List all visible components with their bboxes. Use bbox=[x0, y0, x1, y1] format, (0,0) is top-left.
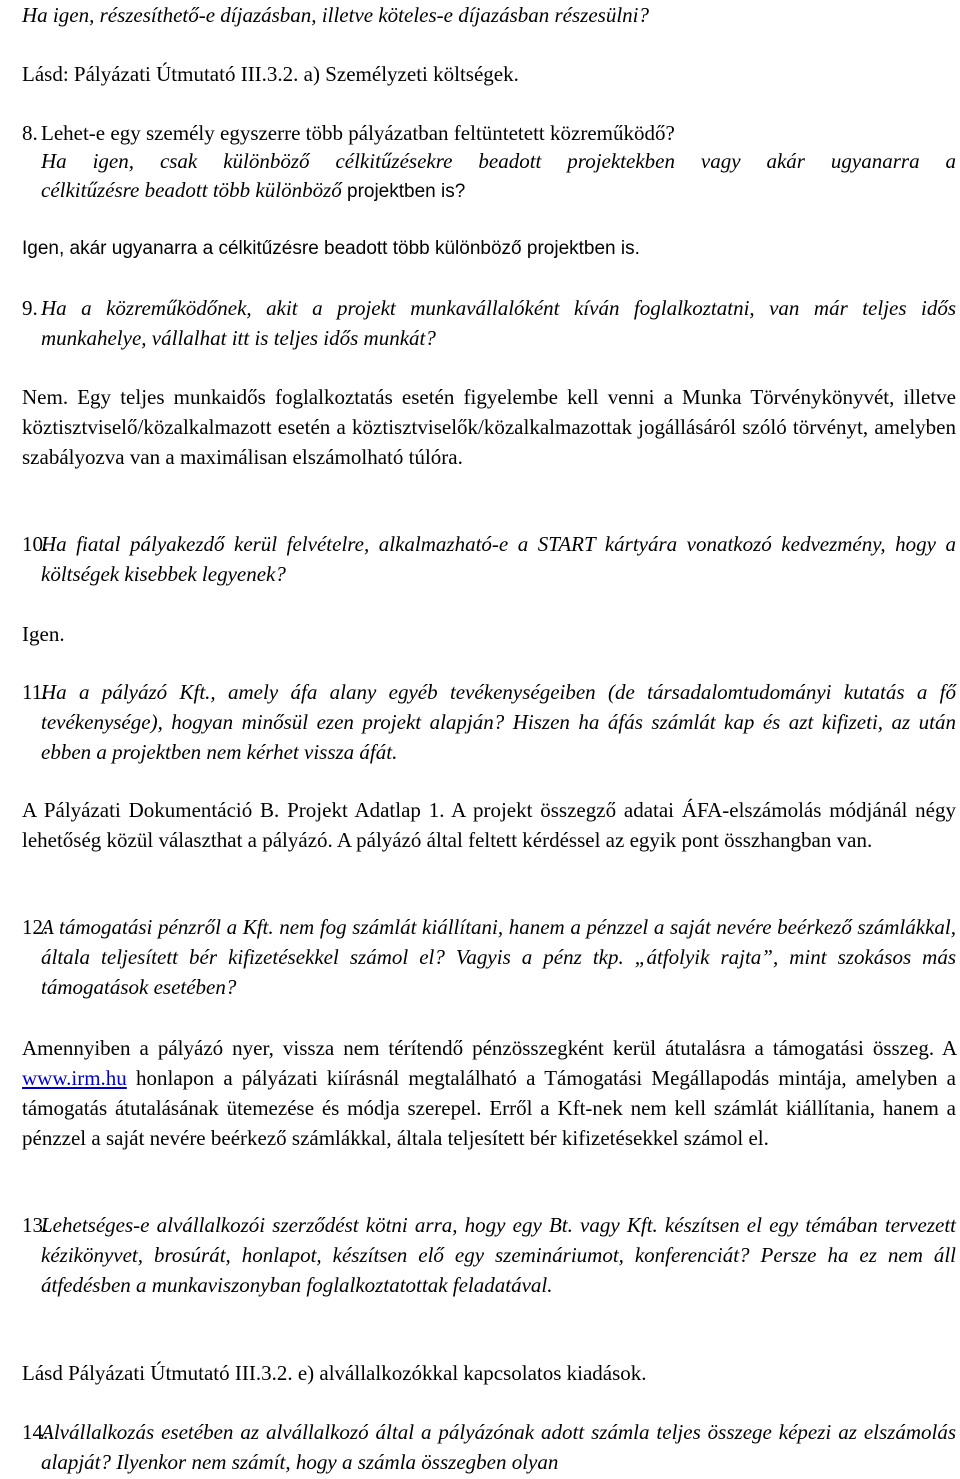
q12-answer-part1: Amennyiben a pályázó nyer, vissza nem térítendő pénzösszegként kerül átutalásra a támogatási összeg. A bbox=[22, 1036, 956, 1060]
q12-answer-part2: honlapon a pályázati kiírásnál megtalálható a Támogatási Megállapodás mintája, amelyben a támogatás átutalásának ütemezése és módja szerepel. Erről a Kft-nek nem kell számlát kiállítania, hanem a pénzzel a saját nevére beérkező számlákkal, általa teljesített bér kifizetésekkel számol el. bbox=[22, 1066, 957, 1150]
q9-answer: Nem. Egy teljes munkaidős foglalkoztatás esetén figyelembe kell venni a Munka Törvénykönyvét, illetve köztisztviselő/közalkalmazott esetén a köztisztviselők/közalkalmazottak jogállásáról szóló törvényt, amelyben szabályozva van a maximálisan elszámolható túlóra. bbox=[22, 385, 956, 469]
q11-question: Ha a pályázó Kft., amely áfa alany egyéb tevékenységeiben (de társadalomtudományi kutatás a fő tevékenysége), hogyan minősül ezen projekt alapján? Hiszen ha áfás számlát kap és azt kifizeti, az után ebben a projektben nem kérhet vissza áfát. bbox=[41, 680, 956, 764]
q11-answer: A Pályázati Dokumentáció B. Projekt Adatlap 1. A projekt összegző adatai ÁFA-elszámolás módjánál négy lehetőség közül választhat a pályázó. A pályázó által feltett kérdéssel az egyik pont összhangban van. bbox=[22, 798, 956, 852]
q10-question: Ha fiatal pályakezdő kerül felvételre, alkalmazható-e a START kártyára vonatkozó kedvezmény, hogy a költségek kisebbek legyenek? bbox=[41, 532, 956, 586]
q8-answer: Igen, akár ugyanarra a célkitűzésre beadott több különböző projektben is. bbox=[22, 238, 640, 259]
q8-question-line2: Ha igen, csak különböző célkitűzésekre beadott projektekben vagy akár ugyanarra a bbox=[41, 149, 956, 173]
q8-question-line1: Lehet-e egy személy egyszerre több pályázatban feltüntetett közreműködő? bbox=[41, 121, 675, 145]
q8-question-line3-plain: projektben is? bbox=[347, 181, 466, 202]
q14-number: 14. bbox=[22, 1420, 49, 1444]
q10-answer: Igen. bbox=[22, 622, 65, 646]
q10-number: 10. bbox=[22, 532, 49, 556]
q8-question-line3-italic: célkitűzésre beadott több különböző bbox=[41, 178, 342, 202]
q12-question: A támogatási pénzről a Kft. nem fog számlát kiállítani, hanem a pénzzel a saját nevére beérkező számlákkal, általa teljesített bér kifizetésekkel számol el? Vagyis a pénz tkp. „átfolyik rajta”, mint szokásos más támogatások esetében? bbox=[41, 915, 956, 999]
q7-question-tail: Ha igen, részesíthető-e díjazásban, illetve köteles-e díjazásban részesülni? bbox=[22, 3, 649, 27]
q13-question: Lehetséges-e alvállalkozói szerződést kötni arra, hogy egy Bt. vagy Kft. készítsen el egy témában tervezett kézikönyvet, brosúrát, honlapot, készítsen elő egy szemináriumot, konferenciát? Persze ha ez nem áll átfedésben a munkaviszonyban foglalkoztatottak feladatával. bbox=[41, 1213, 956, 1297]
q13-number: 13. bbox=[22, 1213, 49, 1237]
q13-answer: Lásd Pályázati Útmutató III.3.2. e) alvállalkozókkal kapcsolatos kiadások. bbox=[22, 1361, 647, 1385]
q9-question: Ha a közreműködőnek, akit a projekt munkavállalóként kíván foglalkoztatni, van már teljes idős munkahelye, vállalhat itt is teljes idős munkát? bbox=[41, 296, 956, 350]
irm-link[interactable]: www.irm.hu bbox=[22, 1066, 127, 1090]
q14-question: Alvállalkozás esetében az alvállalkozó által a pályázónak adott számla teljes összege képezi az elszámolás alapját? Ilyenkor nem számít, hogy a számla összegben olyan bbox=[41, 1420, 956, 1474]
q12-answer bbox=[22, 1033, 956, 1153]
q8-number: 8. bbox=[22, 121, 38, 145]
q9-number: 9. bbox=[22, 296, 38, 320]
q11-number: 11. bbox=[22, 680, 48, 704]
q7-answer: Lásd: Pályázati Útmutató III.3.2. a) Személyzeti költségek. bbox=[22, 62, 519, 86]
q8-question-line3 bbox=[41, 175, 956, 207]
q12-number: 12. bbox=[22, 915, 49, 939]
